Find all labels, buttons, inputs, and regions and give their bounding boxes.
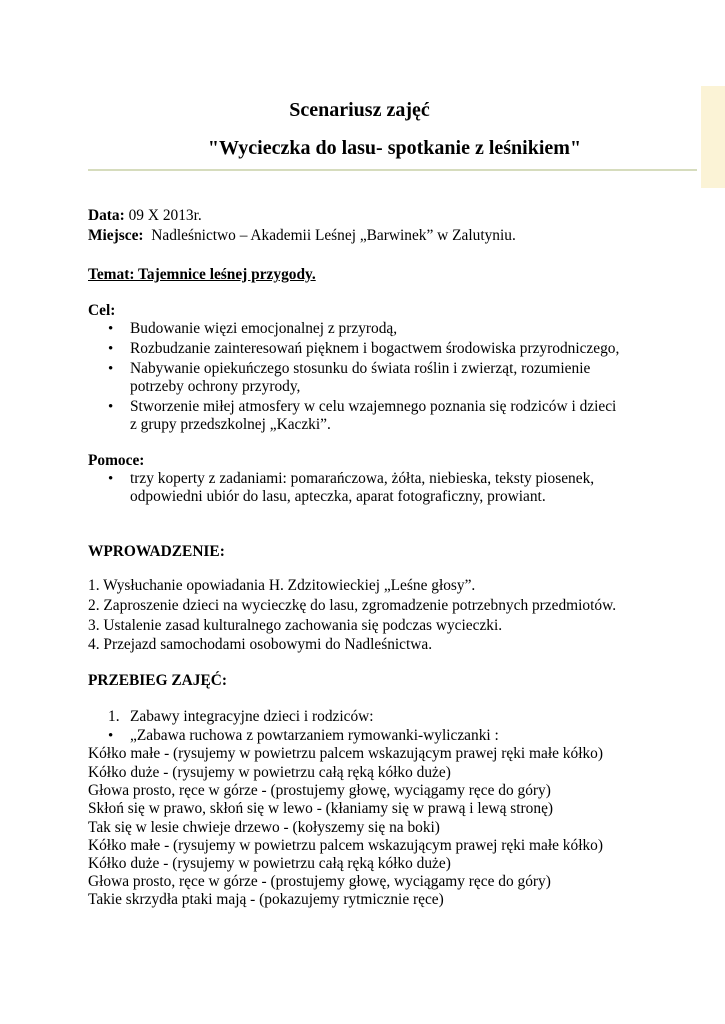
course-item: Zabawy integracyjne dzieci i rodziców: [130,708,374,725]
rhyme-line: Kółko duże - (rysujemy w powietrzu całą ręką kółko duże) [88,764,451,781]
course-heading: PRZEBIEG ZAJĘĆ: [88,672,227,689]
rhyme-line: Takie skrzydła ptaki mają - (pokazujemy rytmicznie ręce) [88,891,444,908]
aids-item: trzy koperty z zadaniami: pomarańczowa, żółta, niebieska, teksty piosenek, [130,470,595,487]
introduction-item: 4. Przejazd samochodami osobowymi do Nadleśnictwa. [88,636,433,653]
rhyme-line: Tak się w lesie chwieje drzewo - (kołyszemy się na boki) [88,819,440,836]
introduction-item: 1. Wysłuchanie opowiadania H. Zdzitowieckiej „Leśne głosy”. [88,577,476,594]
goal-item-continuation: z grupy przedszkolnej „Kaczki”. [130,416,331,433]
goal-item: Nabywanie opiekuńczego stosunku do świata roślin i zwierząt, rozumienie [130,360,591,377]
place-value: Nadleśnictwo – Akademii Leśnej „Barwinek” w Zalutyniu. [143,227,516,244]
goal-item: Stworzenie miłej atmosfery w celu wzajemnego poznania się rodziców i dzieci [130,398,617,415]
bullet-icon: • [108,399,114,415]
bullet-icon: • [108,471,114,487]
goal-item-continuation: potrzeby ochrony przyrody, [130,378,301,395]
date-value: 09 X 2013r. [124,207,202,224]
rhyme-line: Głowa prosto, ręce w górze - (prostujemy głowę, wyciągamy ręce do góry) [88,873,551,890]
place-line [88,227,516,245]
aids-item-continuation: odpowiedni ubiór do lasu, apteczka, aparat fotograficzny, prowiant. [130,488,546,505]
document-subtitle: "Wycieczka do lasu- spotkanie z leśnikiem" [207,137,582,159]
bullet-icon: • [108,341,114,357]
rhyme-line: Kółko małe - (rysujemy w powietrzu palcem wskazującym prawej ręki małe kółko) [88,745,603,762]
aids-label: Pomoce: [88,452,145,469]
introduction-item: 2. Zaproszenie dzieci na wycieczkę do lasu, zgromadzenie potrzebnych przedmiotów. [88,597,617,614]
course-item-number: 1. [108,708,120,725]
introduction-heading: WPROWADZENIE: [88,543,225,560]
date-label: Data: [88,207,125,224]
topic-line: Temat: Tajemnice leśnej przygody. [88,266,316,283]
goal-item: Budowanie więzi emocjonalnej z przyrodą, [130,320,398,337]
rhyme-line: Głowa prosto, ręce w górze - (prostujemy głowę, wyciągamy ręce do góry) [88,782,551,799]
rhyme-line: Kółko małe - (rysujemy w powietrzu palcem wskazującym prawej ręki małe kółko) [88,837,603,854]
bullet-icon: • [108,321,114,337]
introduction-item: 3. Ustalenie zasad kulturalnego zachowania się podczas wycieczki. [88,617,503,634]
goal-item: Rozbudzanie zainteresowań pięknem i bogactwem środowiska przyrodniczego, [130,340,620,357]
rhyme-line: Skłoń się w prawo, skłoń się w lewo - (kłaniamy się w prawą i lewą stronę) [88,800,554,817]
goal-label: Cel: [88,302,116,319]
bullet-icon: • [108,728,114,744]
place-label: Miejsce: [88,227,144,244]
bullet-icon: • [108,361,114,377]
date-line [88,207,202,225]
document-title: Scenariusz zajęć [289,99,430,121]
game-description: „Zabawa ruchowa z powtarzaniem rymowanki-wyliczanki : [130,727,499,744]
rhyme-line: Kółko duże - (rysujemy w powietrzu całą ręką kółko duże) [88,855,451,872]
title-divider [88,169,697,171]
